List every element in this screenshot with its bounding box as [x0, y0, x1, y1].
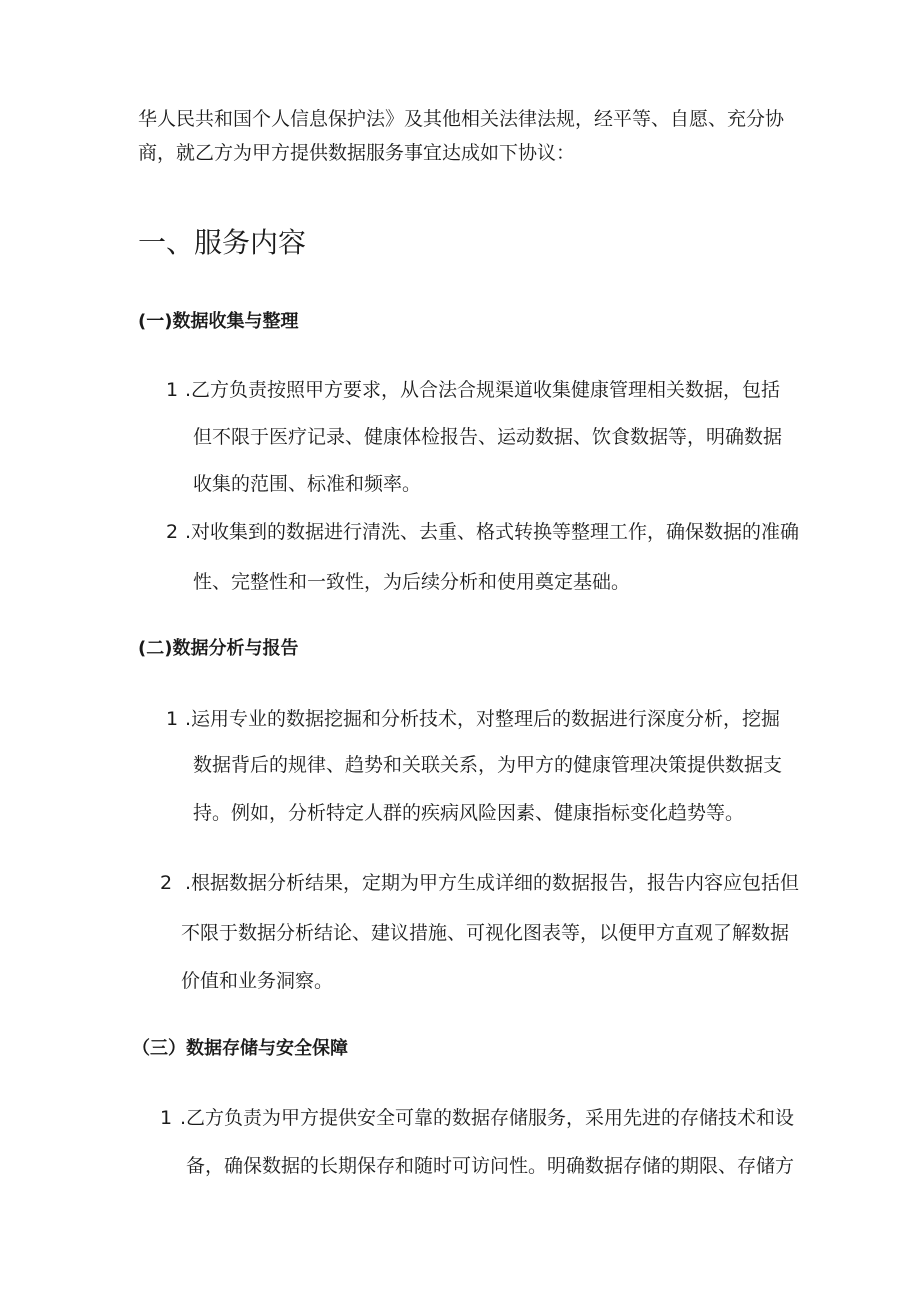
list-item-line: .对收集到的数据进行清洗、去重、格式转换等整理工作，确保数据的准确	[185, 521, 800, 543]
list-number: 2	[166, 521, 179, 543]
list-item-line: .根据数据分析结果，定期为甲方生成详细的数据报告，报告内容应包括但	[185, 872, 800, 894]
subsection-title-data-storage: （三）数据存储与安全保障	[132, 1038, 348, 1059]
list-item-line: .运用专业的数据挖掘和分析技术，对整理后的数据进行深度分析，挖掘	[185, 708, 781, 730]
intro-line-1: 华人民共和国个人信息保护法》及其他相关法律法规，经平等、自愿、充分协	[138, 108, 785, 130]
list-item-line: 数据背后的规律、趋势和关联关系，为甲方的健康管理决策提供数据支	[193, 754, 783, 776]
list-item-line: 价值和业务洞察。	[181, 970, 334, 992]
list-number: 1	[166, 708, 179, 730]
subsection-title-data-analysis: (二)数据分析与报告	[138, 638, 299, 659]
list-item-line: 收集的范围、标准和频率。	[193, 473, 422, 495]
list-item-line: 备，确保数据的长期保存和随时可访问性。明确数据存储的期限、存储方	[186, 1155, 795, 1177]
list-item-line: 不限于数据分析结论、建议措施、可视化图表等，以便甲方直观了解数据	[181, 922, 790, 944]
section-title-service-content: 一、服务内容	[138, 226, 307, 259]
intro-line-2: 商，就乙方为甲方提供数据服务事宜达成如下协议：	[138, 142, 576, 164]
list-number: 1	[160, 1107, 173, 1129]
list-item-line: .乙方负责按照甲方要求，从合法合规渠道收集健康管理相关数据，包括	[185, 379, 781, 401]
list-item-line: 持。例如，分析特定人群的疾病风险因素、健康指标变化趋势等。	[193, 802, 745, 824]
list-item-line: .乙方负责为甲方提供安全可靠的数据存储服务，采用先进的存储技术和设	[180, 1107, 795, 1129]
list-number: 2	[160, 872, 173, 894]
list-item-line: 但不限于医疗记录、健康体检报告、运动数据、饮食数据等，明确数据	[193, 426, 783, 448]
list-item-line: 性、完整性和一致性，为后续分析和使用奠定基础。	[193, 571, 631, 593]
list-number: 1	[166, 379, 179, 401]
subsection-title-data-collection: (一)数据收集与整理	[138, 311, 299, 332]
